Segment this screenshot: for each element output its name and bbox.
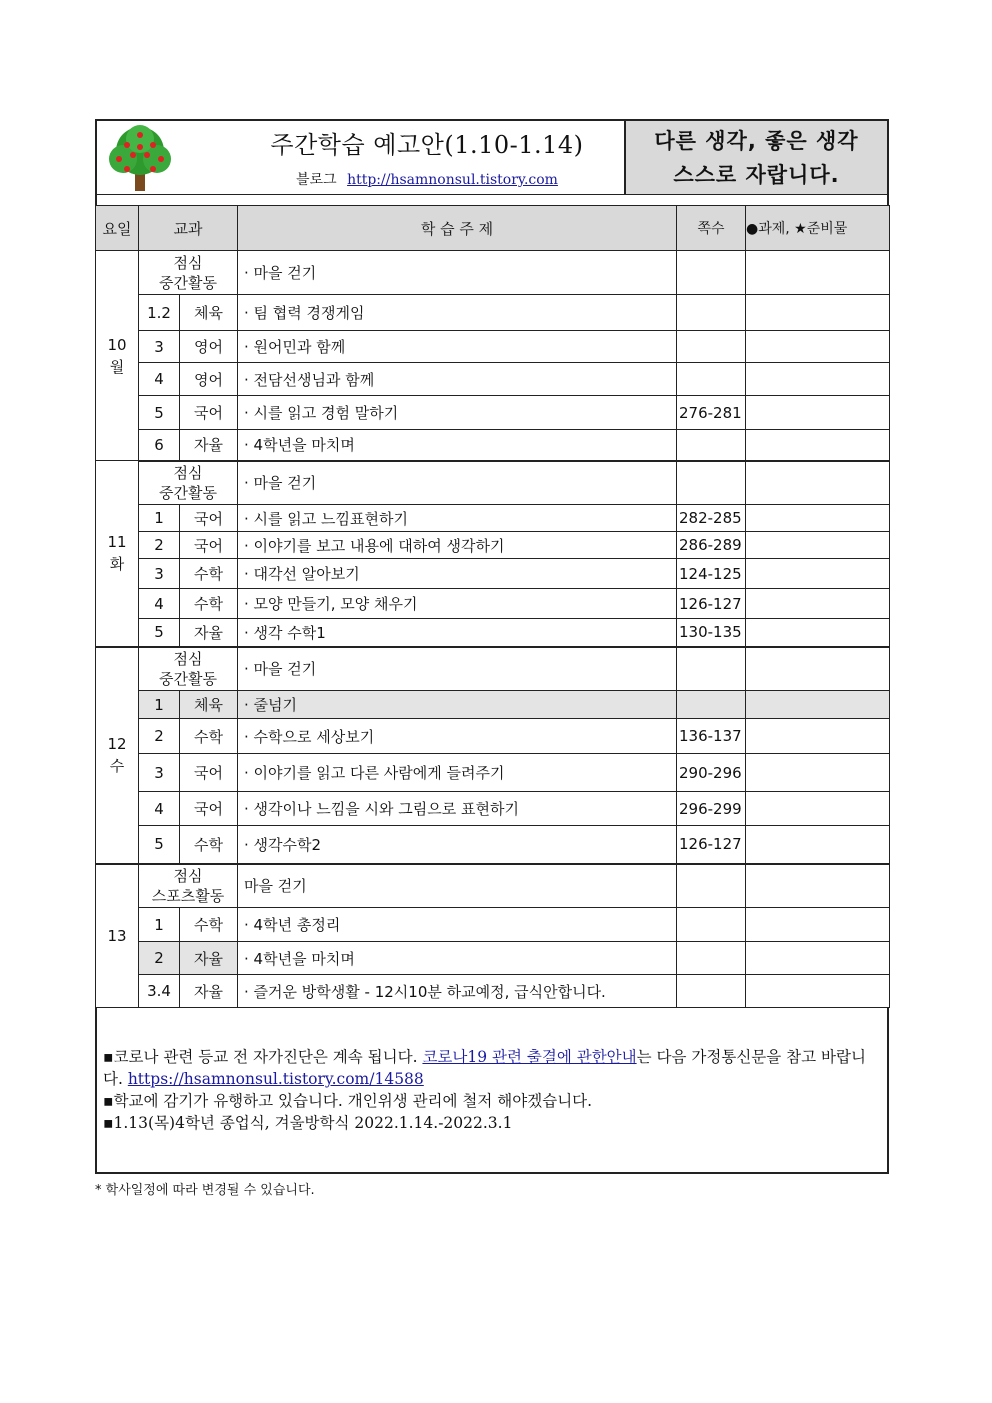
- topic-cell: · 즐거운 방학생활 - 12시10분 하교예정, 급식안합니다.: [238, 975, 677, 1008]
- period-cell: 2: [139, 942, 180, 975]
- topic-cell: · 줄넘기: [238, 691, 677, 719]
- homework-cell: [746, 826, 890, 864]
- table-row: [96, 864, 890, 908]
- table-row: [96, 430, 890, 461]
- topic-cell: · 팀 협력 경쟁게임: [238, 295, 677, 331]
- topic-cell: · 수학으로 세상보기: [238, 719, 677, 754]
- table-row: [96, 908, 890, 942]
- subject-cell: 수학: [180, 826, 238, 864]
- table-row: [96, 331, 890, 363]
- subject-cell: 자율: [180, 430, 238, 461]
- pages-cell: [677, 430, 746, 461]
- period-cell: 점심 스포츠활동: [139, 864, 238, 908]
- period-cell: 3: [139, 754, 180, 792]
- table-row: [96, 792, 890, 826]
- table-row: [96, 942, 890, 975]
- homework-cell: [746, 864, 890, 908]
- pages-cell: [677, 975, 746, 1008]
- table-row: [96, 363, 890, 396]
- topic-cell: · 전담선생님과 함께: [238, 363, 677, 396]
- header-gap: [95, 195, 889, 205]
- period-cell: 3: [139, 331, 180, 363]
- motto-line-1: 다른 생각, 좋은 생각: [654, 129, 859, 153]
- apple-tree-logo: [105, 125, 175, 193]
- homework-cell: [746, 719, 890, 754]
- subject-cell: 수학: [180, 719, 238, 754]
- topic-cell: · 마을 걷기: [238, 461, 677, 505]
- homework-cell: [746, 295, 890, 331]
- homework-cell: [746, 532, 890, 559]
- table-row: [96, 461, 890, 505]
- homework-cell: [746, 396, 890, 430]
- header-pages: 쪽수: [677, 206, 746, 251]
- pages-cell: 276-281: [677, 396, 746, 430]
- day-cell: 13: [96, 864, 139, 1008]
- day-cell: 10 월: [96, 251, 139, 461]
- table-row: [96, 691, 890, 719]
- topic-cell: · 4학년을 마치며: [238, 430, 677, 461]
- period-cell: 3.4: [139, 975, 180, 1008]
- topic-cell: · 생각 수학1: [238, 619, 677, 647]
- homework-cell: [746, 589, 890, 619]
- period-cell: 점심 중간활동: [139, 461, 238, 505]
- day-cell: 12 수: [96, 647, 139, 864]
- subject-cell: 국어: [180, 754, 238, 792]
- table-row: [96, 826, 890, 864]
- header-subject: 교과: [139, 206, 238, 251]
- topic-cell: · 4학년 총정리: [238, 908, 677, 942]
- header-topic: 학 습 주 제: [238, 206, 677, 251]
- notice-closing-ceremony: ▪1.13(목)4학년 종업식, 겨울방학식 2022.1.14.-2022.3.1: [103, 1114, 513, 1132]
- subject-cell: 수학: [180, 559, 238, 589]
- subject-cell: 국어: [180, 396, 238, 430]
- homework-cell: [746, 430, 890, 461]
- pages-cell: [677, 942, 746, 975]
- table-row: [96, 589, 890, 619]
- homework-cell: [746, 647, 890, 691]
- pages-cell: 126-127: [677, 826, 746, 864]
- table-row: [96, 295, 890, 331]
- blog-link[interactable]: http://hsamnonsul.tistory.com: [347, 172, 558, 188]
- homework-cell: [746, 754, 890, 792]
- table-row: [96, 251, 890, 295]
- period-cell: 3: [139, 559, 180, 589]
- topic-cell: · 모양 만들기, 모양 채우기: [238, 589, 677, 619]
- period-cell: 2: [139, 719, 180, 754]
- pages-cell: 124-125: [677, 559, 746, 589]
- subject-cell: 영어: [180, 363, 238, 396]
- table-row: [96, 396, 890, 430]
- schedule-change-footnote: * 학사일정에 따라 변경될 수 있습니다.: [95, 1183, 315, 1198]
- homework-cell: [746, 505, 890, 532]
- subject-cell: 국어: [180, 532, 238, 559]
- subject-cell: 수학: [180, 908, 238, 942]
- pages-cell: 130-135: [677, 619, 746, 647]
- topic-cell: · 마을 걷기: [238, 647, 677, 691]
- notice-url-link[interactable]: https://hsamnonsul.tistory.com/14588: [127, 1070, 424, 1088]
- homework-cell: [746, 251, 890, 295]
- subject-cell: 자율: [180, 942, 238, 975]
- covid-attendance-link[interactable]: 코로나19 관련 출결에 관한안내: [422, 1048, 637, 1066]
- topic-cell: · 시를 읽고 경험 말하기: [238, 396, 677, 430]
- table-row: [96, 754, 890, 792]
- pages-cell: [677, 363, 746, 396]
- weekly-plan-document: [95, 119, 889, 1174]
- subject-cell: 자율: [180, 975, 238, 1008]
- pages-cell: [677, 647, 746, 691]
- topic-cell: · 이야기를 보고 내용에 대하여 생각하기: [238, 532, 677, 559]
- topic-cell: · 대각선 알아보기: [238, 559, 677, 589]
- homework-cell: [746, 908, 890, 942]
- notice-cold: ▪학교에 감기가 유행하고 있습니다. 개인위생 관리에 철저 해야겠습니다.: [103, 1092, 593, 1110]
- homework-cell: [746, 559, 890, 589]
- notice-box: [95, 1008, 889, 1174]
- pages-cell: 290-296: [677, 754, 746, 792]
- subject-cell: 체육: [180, 295, 238, 331]
- motto-box: [624, 121, 887, 194]
- topic-cell: · 원어민과 함께: [238, 331, 677, 363]
- subject-cell: 영어: [180, 331, 238, 363]
- period-cell: 1: [139, 908, 180, 942]
- notice-covid: ▪코로나 관련 등교 전 자가진단은 계속 됩니다. 코로나19 관련 출결에 관한안내는 다음 가정통신문을 참고 바랍니다. https://hsamnonsul.tistory.com/14588: [103, 1048, 866, 1088]
- pages-cell: [677, 295, 746, 331]
- table-row: [96, 647, 890, 691]
- header-day: 요일: [96, 206, 139, 251]
- header-homework: ●과제, ★준비물: [746, 206, 890, 251]
- homework-cell: [746, 792, 890, 826]
- period-cell: 5: [139, 396, 180, 430]
- pages-cell: 126-127: [677, 589, 746, 619]
- table-row: [96, 619, 890, 647]
- subject-cell: 수학: [180, 589, 238, 619]
- blog-label: 블로그: [296, 172, 337, 188]
- pages-cell: 296-299: [677, 792, 746, 826]
- subject-cell: 국어: [180, 792, 238, 826]
- period-cell: 2: [139, 532, 180, 559]
- topic-cell: · 생각수학2: [238, 826, 677, 864]
- homework-cell: [746, 619, 890, 647]
- schedule-table: [95, 205, 890, 1008]
- blog-line: [227, 169, 627, 189]
- pages-cell: 286-289: [677, 532, 746, 559]
- period-cell: 5: [139, 826, 180, 864]
- pages-cell: [677, 331, 746, 363]
- subject-cell: 국어: [180, 505, 238, 532]
- homework-cell: [746, 363, 890, 396]
- homework-cell: [746, 691, 890, 719]
- topic-cell: · 시를 읽고 느낌표현하기: [238, 505, 677, 532]
- homework-cell: [746, 975, 890, 1008]
- table-row: [96, 532, 890, 559]
- pages-cell: [677, 251, 746, 295]
- motto-line-2: 스스로 자랍니다.: [673, 163, 840, 187]
- period-cell: 1: [139, 505, 180, 532]
- topic-cell: 마을 걷기: [238, 864, 677, 908]
- period-cell: 6: [139, 430, 180, 461]
- period-cell: 점심 중간활동: [139, 647, 238, 691]
- pages-cell: [677, 908, 746, 942]
- period-cell: 4: [139, 589, 180, 619]
- period-cell: 점심 중간활동: [139, 251, 238, 295]
- table-header-row: [96, 206, 890, 251]
- pages-cell: [677, 691, 746, 719]
- period-cell: 4: [139, 792, 180, 826]
- document-header: [95, 119, 889, 195]
- period-cell: 5: [139, 619, 180, 647]
- page-title: 주간학습 예고안(1.10-1.14): [270, 131, 584, 159]
- homework-cell: [746, 942, 890, 975]
- subject-cell: 체육: [180, 691, 238, 719]
- period-cell: 1: [139, 691, 180, 719]
- table-row: [96, 559, 890, 589]
- day-cell: 11 화: [96, 461, 139, 647]
- subject-cell: 자율: [180, 619, 238, 647]
- topic-cell: · 마을 걷기: [238, 251, 677, 295]
- table-row: [96, 975, 890, 1008]
- pages-cell: 282-285: [677, 505, 746, 532]
- homework-cell: [746, 331, 890, 363]
- topic-cell: · 생각이나 느낌을 시와 그림으로 표현하기: [238, 792, 677, 826]
- homework-cell: [746, 461, 890, 505]
- period-cell: 4: [139, 363, 180, 396]
- table-row: [96, 505, 890, 532]
- pages-cell: 136-137: [677, 719, 746, 754]
- topic-cell: · 4학년을 마치며: [238, 942, 677, 975]
- pages-cell: [677, 864, 746, 908]
- period-cell: 1.2: [139, 295, 180, 331]
- topic-cell: · 이야기를 읽고 다른 사람에게 들려주기: [238, 754, 677, 792]
- table-row: [96, 719, 890, 754]
- pages-cell: [677, 461, 746, 505]
